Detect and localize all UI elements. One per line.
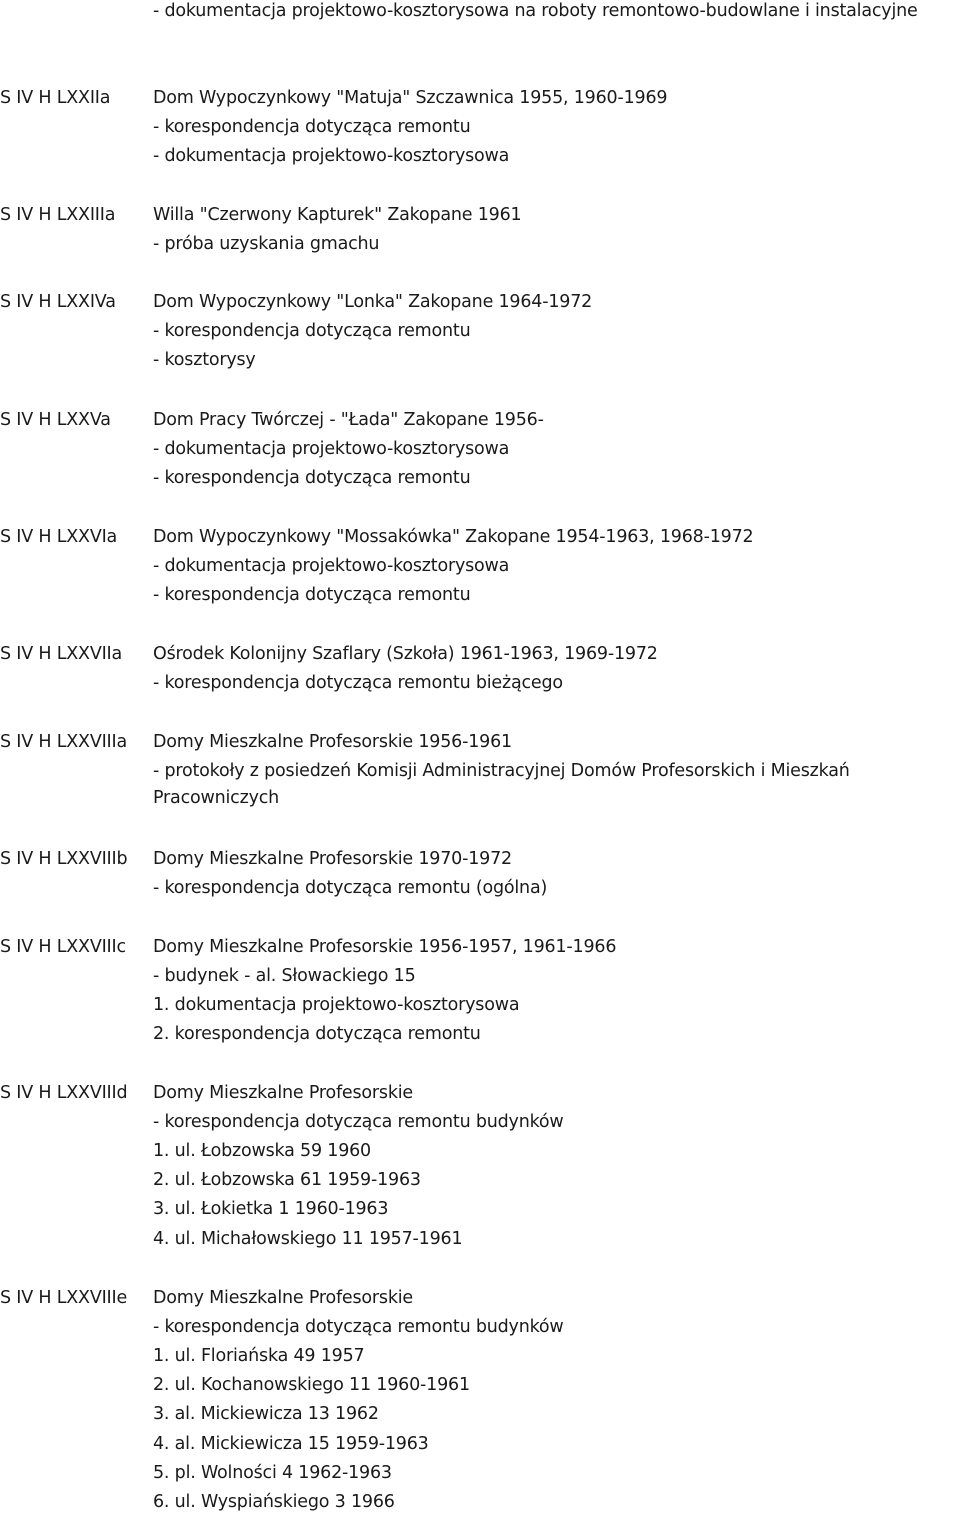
entry-title: Dom Pracy Twórczej - "Łada" Zakopane 1956- bbox=[153, 410, 544, 430]
entry-signature: S IV H LXXVIIIa bbox=[0, 732, 127, 752]
entry-line: - korespondencja dotycząca remontu bbox=[153, 117, 471, 137]
entry-signature: S IV H LXXVIIId bbox=[0, 1083, 128, 1103]
entry-signature: S IV H LXXIIa bbox=[0, 88, 111, 108]
entry-title: Dom Wypoczynkowy "Mossakówka" Zakopane 1954-1963, 1968-1972 bbox=[153, 527, 754, 547]
entry-line: - korespondencja dotycząca remontu bbox=[153, 321, 471, 341]
entry-line: - korespondencja dotycząca remontu budynków bbox=[153, 1317, 564, 1337]
entry-line: - dokumentacja projektowo-kosztorysowa bbox=[153, 146, 510, 166]
entry-title: Domy Mieszkalne Profesorskie 1970-1972 bbox=[153, 849, 512, 869]
entry-line: - próba uzyskania gmachu bbox=[153, 234, 380, 254]
entry-signature: S IV H LXXVIa bbox=[0, 527, 118, 547]
entry-signature: S IV H LXXVIIa bbox=[0, 644, 123, 664]
entry-title: Dom Wypoczynkowy "Matuja" Szczawnica 1955, 1960-1969 bbox=[153, 88, 668, 108]
entry-line: 2. ul. Kochanowskiego 11 1960-1961 bbox=[153, 1375, 470, 1395]
entry-line: 5. pl. Wolności 4 1962-1963 bbox=[153, 1463, 392, 1483]
entry-title: Ośrodek Kolonijny Szaflary (Szkoła) 1961-1963, 1969-1972 bbox=[153, 644, 658, 664]
entry-line: 1. ul. Łobzowska 59 1960 bbox=[153, 1141, 371, 1161]
entry-title: Domy Mieszkalne Profesorskie bbox=[153, 1083, 414, 1103]
entry-line: Pracowniczych bbox=[153, 788, 280, 808]
entry-title: Willa "Czerwony Kapturek" Zakopane 1961 bbox=[153, 205, 522, 225]
entry-line: 1. ul. Floriańska 49 1957 bbox=[153, 1346, 365, 1366]
entry-line: 2. korespondencja dotycząca remontu bbox=[153, 1024, 481, 1044]
entry-title: Domy Mieszkalne Profesorskie bbox=[153, 1288, 414, 1308]
entry-line: - korespondencja dotycząca remontu budynków bbox=[153, 1112, 564, 1132]
entry-signature: S IV H LXXVIIIb bbox=[0, 849, 128, 869]
entry-signature: S IV H LXXVIIIc bbox=[0, 937, 126, 957]
entry-line: - korespondencja dotycząca remontu (ogólna) bbox=[153, 878, 548, 898]
entry-title: Domy Mieszkalne Profesorskie 1956-1957, 1961-1966 bbox=[153, 937, 617, 957]
entry-line: - kosztorysy bbox=[153, 350, 256, 370]
entry-line: 3. ul. Łokietka 1 1960-1963 bbox=[153, 1199, 389, 1219]
entry-line: - korespondencja dotycząca remontu bbox=[153, 468, 471, 488]
entry-title: Dom Wypoczynkowy "Lonka" Zakopane 1964-1972 bbox=[153, 292, 593, 312]
entry-line: - protokoły z posiedzeń Komisji Administracyjnej Domów Profesorskich i Mieszkań bbox=[153, 761, 850, 781]
entry-line: - dokumentacja projektowo-kosztorysowa bbox=[153, 556, 510, 576]
entry-signature: S IV H LXXVIIIe bbox=[0, 1288, 128, 1308]
entry-line: - korespondencja dotycząca remontu bbox=[153, 585, 471, 605]
entry-line: 4. al. Mickiewicza 15 1959-1963 bbox=[153, 1434, 429, 1454]
entry-line: 1. dokumentacja projektowo-kosztorysowa bbox=[153, 995, 520, 1015]
entry-line: - korespondencja dotycząca remontu bieżącego bbox=[153, 673, 563, 693]
entry-line: 3. al. Mickiewicza 13 1962 bbox=[153, 1404, 379, 1424]
entry-signature: S IV H LXXIVa bbox=[0, 292, 116, 312]
entry-line: - budynek - al. Słowackiego 15 bbox=[153, 966, 416, 986]
entry-signature: S IV H LXXVa bbox=[0, 410, 111, 430]
entry-line: - dokumentacja projektowo-kosztorysowa bbox=[153, 439, 510, 459]
entry-line: 4. ul. Michałowskiego 11 1957-1961 bbox=[153, 1229, 463, 1249]
entry-line: 6. ul. Wyspiańskiego 3 1966 bbox=[153, 1492, 395, 1512]
intro-line: - dokumentacja projektowo-kosztorysowa na roboty remontowo-budowlane i instalacyjne bbox=[153, 1, 918, 21]
entry-signature: S IV H LXXIIIa bbox=[0, 205, 116, 225]
entry-line: 2. ul. Łobzowska 61 1959-1963 bbox=[153, 1170, 421, 1190]
entry-title: Domy Mieszkalne Profesorskie 1956-1961 bbox=[153, 732, 512, 752]
